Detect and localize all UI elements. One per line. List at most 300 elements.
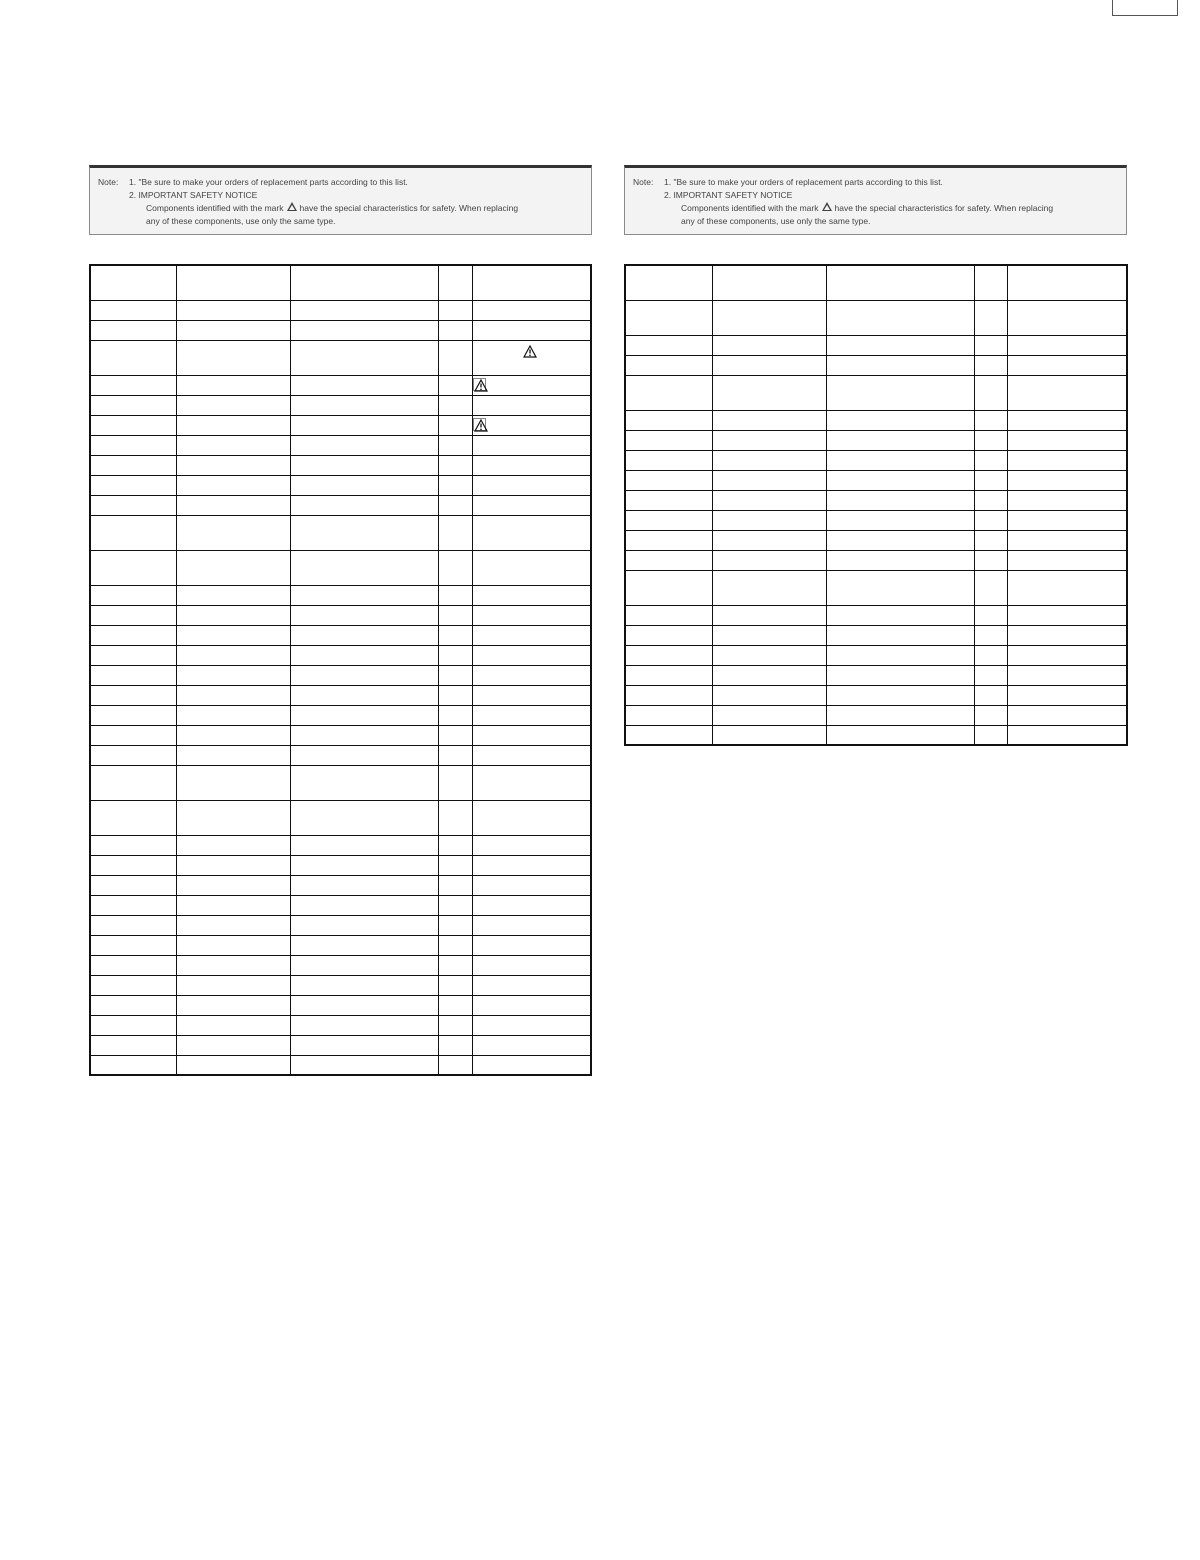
- part-name-cell: [826, 550, 974, 570]
- remarks-cell: [472, 745, 591, 765]
- ref-no-cell: [90, 915, 176, 935]
- ref-no-cell: [90, 1035, 176, 1055]
- qty-cell: [438, 375, 472, 395]
- remarks-cell: [472, 800, 591, 835]
- ref-no-cell: [90, 320, 176, 340]
- table-row: [90, 955, 591, 975]
- table-row: [90, 745, 591, 765]
- page-number-tab: [1112, 0, 1178, 16]
- table-row: [625, 355, 1127, 375]
- qty-cell: [438, 395, 472, 415]
- parts-table-right: [624, 264, 1128, 746]
- ref-no-cell: [625, 450, 712, 470]
- table-row: [90, 475, 591, 495]
- part-name-cell: [826, 625, 974, 645]
- part-no-cell: [712, 645, 826, 665]
- ref-no-cell: [90, 340, 176, 375]
- part-no-cell: [176, 300, 290, 320]
- ref-no-cell: [90, 1055, 176, 1075]
- remarks-cell: [472, 915, 591, 935]
- parts-list-note-left: [89, 165, 592, 235]
- part-no-cell: [176, 725, 290, 745]
- table-row: [90, 725, 591, 745]
- table-row: [90, 515, 591, 550]
- ref-no-cell: [625, 705, 712, 725]
- part-no-cell: [176, 665, 290, 685]
- table-row: [90, 835, 591, 855]
- part-name-cell: [290, 495, 438, 515]
- part-name-cell: [290, 375, 438, 395]
- part-no-cell: [712, 570, 826, 605]
- qty-cell: [974, 410, 1007, 430]
- part-no-cell: [176, 895, 290, 915]
- qty-cell: [438, 895, 472, 915]
- part-name-cell: [290, 550, 438, 585]
- remarks-cell: [1007, 645, 1127, 665]
- part-name-cell: [290, 320, 438, 340]
- part-no-cell: [176, 765, 290, 800]
- part-name-cell: [290, 895, 438, 915]
- part-no-cell: [176, 835, 290, 855]
- part-no-cell: [176, 550, 290, 585]
- qty-cell: [974, 300, 1007, 335]
- table-row: [625, 705, 1127, 725]
- qty-cell: [974, 665, 1007, 685]
- part-no-cell: [712, 450, 826, 470]
- table-row: [625, 570, 1127, 605]
- part-name-cell: [290, 515, 438, 550]
- warning-triangle-icon: [287, 202, 297, 211]
- table-row: [625, 410, 1127, 430]
- ref-no-cell: [625, 685, 712, 705]
- part-name-cell: [826, 410, 974, 430]
- remarks-cell: [472, 495, 591, 515]
- remarks-cell: [472, 605, 591, 625]
- qty-cell: [974, 355, 1007, 375]
- remarks-cell: [472, 435, 591, 455]
- qty-cell: [438, 915, 472, 935]
- remarks-cell: [472, 340, 591, 375]
- part-no-cell: [712, 725, 826, 745]
- part-name-cell: [290, 725, 438, 745]
- table-row: [625, 530, 1127, 550]
- table-row: [625, 265, 1127, 300]
- part-name-cell: [826, 645, 974, 665]
- part-no-cell: [712, 665, 826, 685]
- ref-no-cell: [625, 410, 712, 430]
- qty-cell: [438, 800, 472, 835]
- part-name-cell: [290, 340, 438, 375]
- remarks-cell: [472, 875, 591, 895]
- ref-no-cell: [625, 355, 712, 375]
- qty-cell: [438, 745, 472, 765]
- qty-cell: [974, 705, 1007, 725]
- remarks-cell: [1007, 510, 1127, 530]
- part-no-cell: [176, 1035, 290, 1055]
- qty-cell: [438, 515, 472, 550]
- part-no-cell: [176, 745, 290, 765]
- table-row: [625, 375, 1127, 410]
- part-name-cell: [290, 935, 438, 955]
- remarks-cell: [1007, 550, 1127, 570]
- qty-cell: [438, 550, 472, 585]
- table-row: [625, 470, 1127, 490]
- ref-no-cell: [625, 430, 712, 450]
- qty-cell: [438, 855, 472, 875]
- remarks-cell: [472, 725, 591, 745]
- qty-cell: [974, 645, 1007, 665]
- part-no-cell: [176, 935, 290, 955]
- table-row: [90, 625, 591, 645]
- ref-no-cell: [625, 530, 712, 550]
- part-no-cell: [176, 1055, 290, 1075]
- table-row: [90, 975, 591, 995]
- remarks-cell: [1007, 570, 1127, 605]
- part-name-cell: [290, 800, 438, 835]
- table-row: [625, 450, 1127, 470]
- ref-no-cell: [625, 335, 712, 355]
- qty-cell: [438, 265, 472, 300]
- part-name-cell: [826, 725, 974, 745]
- remarks-cell: [1007, 685, 1127, 705]
- ref-no-cell: [90, 800, 176, 835]
- note-item-2-text-a: Components identified with the mark: [146, 203, 284, 213]
- part-name-cell: [826, 300, 974, 335]
- part-no-cell: [176, 475, 290, 495]
- part-no-cell: [712, 625, 826, 645]
- remarks-cell: [1007, 355, 1127, 375]
- part-no-cell: [176, 605, 290, 625]
- part-name-cell: [290, 455, 438, 475]
- remarks-cell: [472, 895, 591, 915]
- ref-no-cell: [90, 415, 176, 435]
- table-row: [90, 1055, 591, 1075]
- part-name-cell: [826, 470, 974, 490]
- part-no-cell: [712, 265, 826, 300]
- qty-cell: [438, 995, 472, 1015]
- part-name-cell: [290, 835, 438, 855]
- ref-no-cell: [90, 875, 176, 895]
- ref-no-cell: [90, 835, 176, 855]
- qty-cell: [438, 765, 472, 800]
- table-row: [90, 265, 591, 300]
- warning-triangle-icon: [473, 378, 486, 391]
- part-no-cell: [176, 645, 290, 665]
- part-no-cell: [176, 855, 290, 875]
- warning-triangle-icon: [523, 345, 537, 359]
- ref-no-cell: [90, 765, 176, 800]
- table-row: [90, 1015, 591, 1035]
- table-row: [625, 510, 1127, 530]
- remarks-cell: [472, 395, 591, 415]
- remarks-cell: [1007, 335, 1127, 355]
- ref-no-cell: [90, 435, 176, 455]
- part-name-cell: [826, 570, 974, 605]
- table-row: [625, 550, 1127, 570]
- table-row: [625, 490, 1127, 510]
- ref-no-cell: [90, 685, 176, 705]
- qty-cell: [974, 265, 1007, 300]
- part-name-cell: [290, 955, 438, 975]
- qty-cell: [974, 430, 1007, 450]
- table-row: [90, 915, 591, 935]
- qty-cell: [438, 705, 472, 725]
- qty-cell: [438, 875, 472, 895]
- part-no-cell: [176, 995, 290, 1015]
- note-item-2-text-b: have the special characteristics for safety. When replacing: [834, 203, 1054, 213]
- table-row: [625, 685, 1127, 705]
- table-row: [625, 725, 1127, 745]
- remarks-cell: [472, 515, 591, 550]
- table-row: [90, 375, 591, 395]
- part-no-cell: [712, 375, 826, 410]
- note-item-2: 2. IMPORTANT SAFETY NOTICE: [664, 190, 793, 200]
- part-no-cell: [176, 435, 290, 455]
- note-item-1: 1. "Be sure to make your orders of replacement parts according to this list.: [129, 177, 408, 187]
- part-name-cell: [290, 395, 438, 415]
- ref-no-cell: [90, 705, 176, 725]
- part-no-cell: [176, 415, 290, 435]
- part-name-cell: [290, 975, 438, 995]
- part-name-cell: [290, 1035, 438, 1055]
- table-row: [90, 340, 591, 375]
- part-name-cell: [290, 765, 438, 800]
- ref-no-cell: [90, 645, 176, 665]
- table-row: [90, 855, 591, 875]
- qty-cell: [974, 605, 1007, 625]
- remarks-cell: [472, 765, 591, 800]
- part-name-cell: [826, 355, 974, 375]
- remarks-cell: [1007, 375, 1127, 410]
- part-no-cell: [176, 915, 290, 935]
- note-item-2-text-b: have the special characteristics for safety. When replacing: [299, 203, 519, 213]
- table-row: [90, 495, 591, 515]
- table-row: [90, 585, 591, 605]
- part-no-cell: [712, 705, 826, 725]
- table-row: [90, 435, 591, 455]
- remarks-cell: [472, 415, 591, 435]
- part-name-cell: [290, 435, 438, 455]
- part-no-cell: [176, 705, 290, 725]
- note-item-2-text-c: any of these components, use only the same type.: [681, 216, 871, 226]
- remarks-cell: [472, 685, 591, 705]
- ref-no-cell: [625, 725, 712, 745]
- qty-cell: [438, 415, 472, 435]
- part-name-cell: [290, 685, 438, 705]
- part-no-cell: [712, 605, 826, 625]
- qty-cell: [974, 375, 1007, 410]
- qty-cell: [438, 955, 472, 975]
- qty-cell: [974, 550, 1007, 570]
- remarks-cell: [472, 1035, 591, 1055]
- remarks-cell: [1007, 450, 1127, 470]
- part-no-cell: [712, 355, 826, 375]
- ref-no-cell: [625, 510, 712, 530]
- ref-no-cell: [90, 265, 176, 300]
- ref-no-cell: [625, 570, 712, 605]
- table-row: [625, 625, 1127, 645]
- remarks-cell: [472, 375, 591, 395]
- qty-cell: [438, 1055, 472, 1075]
- qty-cell: [438, 605, 472, 625]
- ref-no-cell: [90, 725, 176, 745]
- qty-cell: [438, 625, 472, 645]
- remarks-cell: [472, 475, 591, 495]
- qty-cell: [438, 645, 472, 665]
- note-label: Note:: [633, 177, 654, 187]
- ref-no-cell: [625, 645, 712, 665]
- remarks-cell: [1007, 625, 1127, 645]
- part-no-cell: [712, 550, 826, 570]
- ref-no-cell: [90, 995, 176, 1015]
- table-row: [90, 645, 591, 665]
- ref-no-cell: [625, 625, 712, 645]
- ref-no-cell: [625, 490, 712, 510]
- remarks-cell: [1007, 300, 1127, 335]
- ref-no-cell: [90, 455, 176, 475]
- parts-list-note-right: [624, 165, 1127, 235]
- qty-cell: [438, 1035, 472, 1055]
- part-name-cell: [290, 645, 438, 665]
- remarks-cell: [472, 300, 591, 320]
- qty-cell: [438, 340, 472, 375]
- remarks-cell: [472, 265, 591, 300]
- warning-triangle-icon: [822, 202, 832, 211]
- part-no-cell: [176, 395, 290, 415]
- remarks-cell: [1007, 410, 1127, 430]
- qty-cell: [974, 490, 1007, 510]
- part-name-cell: [826, 530, 974, 550]
- remarks-cell: [472, 855, 591, 875]
- part-name-cell: [826, 375, 974, 410]
- remarks-cell: [472, 585, 591, 605]
- qty-cell: [438, 975, 472, 995]
- part-no-cell: [176, 375, 290, 395]
- part-no-cell: [712, 300, 826, 335]
- qty-cell: [974, 510, 1007, 530]
- remarks-cell: [472, 955, 591, 975]
- table-row: [625, 430, 1127, 450]
- parts-table-left: [89, 264, 592, 1076]
- part-no-cell: [712, 510, 826, 530]
- ref-no-cell: [625, 300, 712, 335]
- table-row: [90, 455, 591, 475]
- note-item-2-text-a: Components identified with the mark: [681, 203, 819, 213]
- part-name-cell: [826, 605, 974, 625]
- remarks-cell: [472, 550, 591, 585]
- ref-no-cell: [625, 605, 712, 625]
- table-row: [90, 995, 591, 1015]
- remarks-cell: [1007, 490, 1127, 510]
- remarks-cell: [472, 1055, 591, 1075]
- table-row: [625, 645, 1127, 665]
- remarks-cell: [472, 320, 591, 340]
- part-name-cell: [290, 1015, 438, 1035]
- ref-no-cell: [625, 550, 712, 570]
- part-name-cell: [290, 300, 438, 320]
- remarks-cell: [1007, 605, 1127, 625]
- qty-cell: [974, 725, 1007, 745]
- part-no-cell: [176, 800, 290, 835]
- remarks-cell: [1007, 470, 1127, 490]
- ref-no-cell: [90, 935, 176, 955]
- part-name-cell: [826, 510, 974, 530]
- part-name-cell: [826, 705, 974, 725]
- part-name-cell: [290, 1055, 438, 1075]
- qty-cell: [974, 625, 1007, 645]
- table-row: [90, 605, 591, 625]
- qty-cell: [438, 835, 472, 855]
- part-no-cell: [176, 265, 290, 300]
- ref-no-cell: [625, 470, 712, 490]
- remarks-cell: [1007, 725, 1127, 745]
- remarks-cell: [1007, 705, 1127, 725]
- remarks-cell: [472, 975, 591, 995]
- table-row: [90, 875, 591, 895]
- ref-no-cell: [90, 605, 176, 625]
- ref-no-cell: [90, 550, 176, 585]
- qty-cell: [974, 530, 1007, 550]
- table-row: [90, 895, 591, 915]
- part-no-cell: [712, 430, 826, 450]
- table-row: [625, 665, 1127, 685]
- ref-no-cell: [90, 665, 176, 685]
- part-name-cell: [290, 915, 438, 935]
- ref-no-cell: [90, 475, 176, 495]
- part-name-cell: [290, 875, 438, 895]
- qty-cell: [438, 665, 472, 685]
- remarks-cell: [472, 455, 591, 475]
- remarks-cell: [1007, 265, 1127, 300]
- qty-cell: [974, 335, 1007, 355]
- remarks-cell: [472, 625, 591, 645]
- table-row: [90, 300, 591, 320]
- note-item-2: 2. IMPORTANT SAFETY NOTICE: [129, 190, 258, 200]
- ref-no-cell: [90, 975, 176, 995]
- part-no-cell: [712, 335, 826, 355]
- part-no-cell: [176, 320, 290, 340]
- part-no-cell: [176, 585, 290, 605]
- part-name-cell: [826, 265, 974, 300]
- ref-no-cell: [90, 855, 176, 875]
- part-no-cell: [176, 495, 290, 515]
- part-name-cell: [290, 585, 438, 605]
- remarks-cell: [472, 1015, 591, 1035]
- remarks-cell: [472, 645, 591, 665]
- warning-triangle-icon: [473, 418, 486, 431]
- qty-cell: [438, 685, 472, 705]
- remarks-cell: [472, 665, 591, 685]
- qty-cell: [974, 685, 1007, 705]
- part-name-cell: [826, 430, 974, 450]
- part-name-cell: [290, 705, 438, 725]
- part-no-cell: [176, 955, 290, 975]
- part-name-cell: [290, 745, 438, 765]
- part-name-cell: [826, 490, 974, 510]
- table-row: [90, 320, 591, 340]
- qty-cell: [974, 450, 1007, 470]
- qty-cell: [438, 435, 472, 455]
- qty-cell: [974, 470, 1007, 490]
- table-row: [90, 705, 591, 725]
- ref-no-cell: [90, 495, 176, 515]
- ref-no-cell: [90, 375, 176, 395]
- qty-cell: [438, 320, 472, 340]
- table-row: [90, 685, 591, 705]
- ref-no-cell: [625, 665, 712, 685]
- table-row: [90, 415, 591, 435]
- part-no-cell: [712, 685, 826, 705]
